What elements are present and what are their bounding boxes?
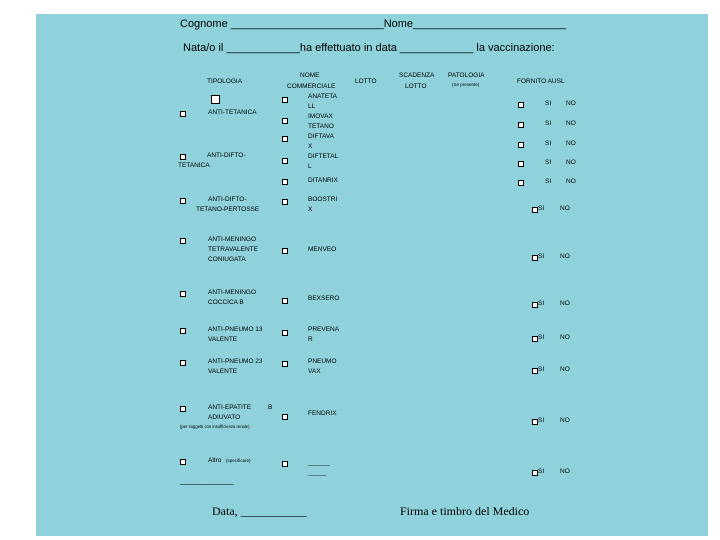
no-label: NO: [566, 140, 576, 147]
si-label: SI: [538, 300, 545, 307]
type-antitetanica: ANTI-TETANICA: [208, 109, 257, 116]
no-label: NO: [560, 334, 570, 341]
product-prevenar-2: R: [308, 336, 313, 343]
checkbox-si-imovax[interactable]: [518, 122, 524, 128]
si-label: SI: [538, 205, 545, 212]
si-label: SI: [545, 178, 552, 185]
col-scadenza-2: LOTTO: [405, 83, 427, 90]
checkbox-epatite[interactable]: [180, 406, 186, 412]
si-label: SI: [538, 366, 545, 373]
product-blank-2[interactable]: _____: [308, 469, 327, 476]
si-label: SI: [538, 468, 545, 475]
type-difto-1: ANTI-DIFTO-: [207, 152, 246, 159]
col-nome-2: COMMERCIALE: [287, 83, 336, 90]
col-fornito: FORNITO AUSL: [517, 78, 565, 85]
type-mening-tetra-1: ANTI-MENINGO: [208, 236, 257, 243]
type-epatite-2: ADIUVATO: [208, 414, 241, 421]
form-background: [36, 14, 708, 536]
type-pneumo23-1: ANTI-PNEUMO 23: [208, 358, 263, 365]
checkbox-ditanrix[interactable]: [282, 179, 288, 185]
checkbox-antitetanica[interactable]: [180, 111, 186, 117]
col-lotto: LOTTO: [355, 78, 377, 85]
checkbox-fendrix[interactable]: [282, 414, 288, 420]
type-pneumo13-2: VALENTE: [208, 336, 238, 343]
product-boostrix-2: X: [308, 206, 313, 213]
no-label: NO: [560, 468, 570, 475]
si-label: SI: [545, 100, 552, 107]
type-altro-note: (specificare): [226, 458, 251, 463]
surname-name-line[interactable]: Cognome _________________________Nome_________________________: [180, 18, 566, 30]
checkbox-si-diftavax[interactable]: [518, 142, 524, 148]
product-diftavax-2: X: [308, 143, 313, 150]
checkbox-anatetall[interactable]: [282, 97, 288, 103]
si-label: SI: [538, 334, 545, 341]
no-label: NO: [566, 178, 576, 185]
type-altro-line[interactable]: ____________: [180, 476, 234, 485]
checkbox-prevenar[interactable]: [282, 330, 288, 336]
product-bexsero: BEXSERO: [308, 295, 340, 302]
type-dtp-2: TETANO-PERTOSSE: [196, 206, 260, 213]
col-scadenza-1: SCADENZA: [399, 72, 435, 79]
product-imovax-2: TETANO: [308, 123, 334, 130]
product-pneumovax-1: PNEUMO: [308, 358, 337, 365]
checkbox-diftavax[interactable]: [282, 136, 288, 142]
product-blank-1[interactable]: ______: [308, 459, 330, 466]
checkbox-difto-tetanica[interactable]: [180, 154, 186, 160]
type-altro: Altro: [208, 457, 222, 464]
col-patologia-note: (Se presente): [452, 82, 480, 87]
checkbox-boostrix[interactable]: [282, 199, 288, 205]
product-boostrix-1: BOOSTRI: [308, 196, 338, 203]
product-imovax-1: IMOVAX: [308, 113, 333, 120]
checkbox-mening-tetra[interactable]: [180, 238, 186, 244]
product-diftavax-1: DIFTAVA: [308, 133, 334, 140]
no-label: NO: [566, 159, 576, 166]
si-label: SI: [545, 159, 552, 166]
type-mening-b-2: COCCICA B: [208, 299, 244, 306]
date-field[interactable]: Data, ___________: [212, 504, 307, 518]
signature-label: Firma e timbro del Medico: [400, 504, 530, 518]
product-diftetall-2: L: [308, 163, 312, 170]
checkbox-imovax[interactable]: [282, 118, 288, 124]
no-label: NO: [560, 205, 570, 212]
product-anatetall-2: LL: [308, 103, 316, 110]
checkbox-menveo[interactable]: [282, 248, 288, 254]
si-label: SI: [545, 120, 552, 127]
col-tipologia: TIPOLOGIA: [207, 78, 243, 85]
type-epatite-b: B: [268, 404, 273, 411]
no-label: NO: [560, 417, 570, 424]
si-label: SI: [538, 417, 545, 424]
product-menveo: MENVEO: [308, 246, 337, 253]
no-label: NO: [566, 120, 576, 127]
si-label: SI: [538, 253, 545, 260]
checkbox-si-anatetall[interactable]: [518, 102, 524, 108]
type-epatite-1: ANTI-EPATITE: [208, 404, 252, 411]
type-epatite-note: (per soggetti con insufficienza renale): [180, 424, 250, 429]
checkbox-dtp[interactable]: [180, 198, 186, 204]
type-mening-b-1: ANTI-MENINGO: [208, 289, 257, 296]
header-checkbox[interactable]: [211, 95, 220, 104]
type-pneumo13-1: ANTI-PNEUMO 13: [208, 326, 263, 333]
type-difto-2: TETANICA: [178, 162, 210, 169]
product-diftetall-1: DIFTETAL: [308, 153, 339, 160]
product-prevenar-1: PREVENA: [308, 326, 340, 333]
checkbox-si-ditanrix[interactable]: [518, 180, 524, 186]
product-ditanrix: DITANRIX: [308, 177, 338, 184]
product-anatetall-1: ANATETA: [308, 93, 338, 100]
type-mening-tetra-2: TETRAVALENTE: [208, 246, 258, 253]
col-patologia: PATOLOGIA: [448, 72, 485, 79]
checkbox-bexsero[interactable]: [282, 298, 288, 304]
checkbox-other-product[interactable]: [282, 461, 288, 467]
checkbox-mening-b[interactable]: [180, 291, 186, 297]
checkbox-altro[interactable]: [180, 459, 186, 465]
checkbox-si-diftetall[interactable]: [518, 161, 524, 167]
birth-date-line[interactable]: Nata/o il ____________ha effettuato in data ____________ la vaccinazione:: [183, 42, 555, 54]
product-fendrix: FENDRIX: [308, 410, 337, 417]
checkbox-pneumo13[interactable]: [180, 328, 186, 334]
col-nome-1: NOME: [300, 72, 320, 79]
checkbox-pneumo23[interactable]: [180, 360, 186, 366]
type-mening-tetra-3: CONIUGATA: [208, 256, 246, 263]
si-label: SI: [545, 140, 552, 147]
checkbox-pneumovax[interactable]: [282, 361, 288, 367]
no-label: NO: [566, 100, 576, 107]
type-dtp-1: ANTI-DIFTO-: [208, 196, 247, 203]
no-label: NO: [560, 300, 570, 307]
product-pneumovax-2: VAX: [308, 368, 321, 375]
type-pneumo23-2: VALENTE: [208, 368, 238, 375]
checkbox-diftetall[interactable]: [282, 158, 288, 164]
no-label: NO: [560, 366, 570, 373]
no-label: NO: [560, 253, 570, 260]
